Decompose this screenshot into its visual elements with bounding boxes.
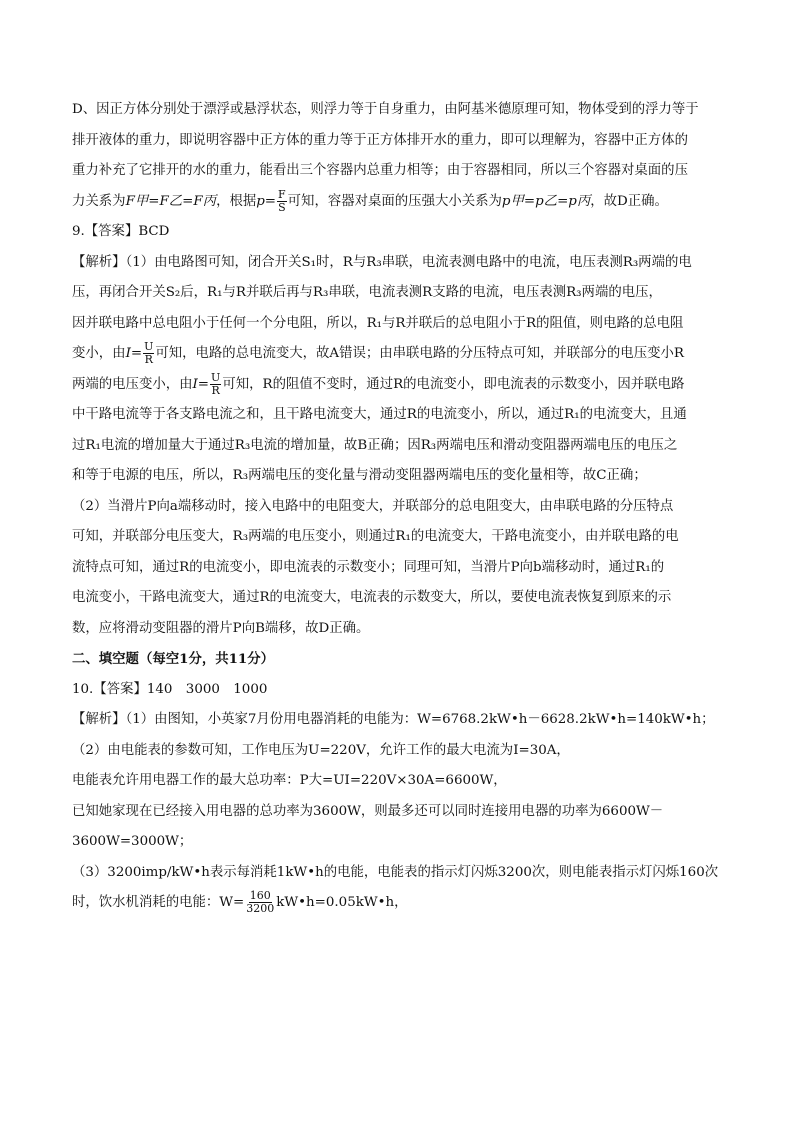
answer-q9: 9.【答案】BCD bbox=[72, 224, 170, 239]
section-heading: 二、填空题（每空1分，共11分） bbox=[72, 651, 275, 667]
text-line: 3600W=3000W； bbox=[72, 834, 193, 849]
text-line-ohm-law: 变小，由I= $\frac{U}{R}$ 可知，电路的总电流变大，故A错误；由串联电路的分压特点可知，并联部分的电压变小R bbox=[72, 340, 684, 366]
text-line-force-relation: 力关系为F甲=F乙=F丙，根据p= $\frac{F}{S}$ 可知，容器对桌面的压强大小关系为p甲=p乙=p丙，故D正确。 bbox=[72, 187, 668, 214]
text-line: 可知，并联部分电压变大，R₃两端的电压变小，则通过R₁的电流变大，干路电流变小，由并联电路的电 bbox=[72, 529, 679, 544]
force-relation: F甲=F乙=F丙 bbox=[125, 193, 217, 209]
text-line-ohm-law: 两端的电压变小，由I= $\frac{U}{R}$ 可知，R的阻值不变时，通过R的电流变小，即电流表的示数变小，因并联电路 bbox=[72, 370, 685, 397]
text-line: 数，应将滑动变阻器的滑片P向B端移，故D正确。 bbox=[72, 620, 370, 636]
pressure-relation: p甲=p乙=p丙 bbox=[501, 193, 591, 209]
text-line: （2）当滑片P向a端移动时，接入电路中的电阻变大，并联部分的总电阻变大，由串联电路的分压特点 bbox=[72, 498, 674, 514]
document-page bbox=[72, 95, 724, 919]
text-line: （3）3200imp/kW•h表示每消耗1kW•h的电能，电能表的指示灯闪烁3200次，则电能表指示灯闪烁160次 bbox=[72, 864, 719, 880]
text-line: 已知她家现在已经接入用电器的总功率为3600W，则最多还可以同时连接用电器的功率为6600W－ bbox=[72, 803, 664, 819]
answer-q10: 10.【答案】140 3000 1000 bbox=[72, 681, 268, 697]
fraction-u-over-r: $\frac{U}{R}$ bbox=[211, 370, 221, 397]
text-line: 【解析】（1）由电路图可知，闭合开关S₁时，R与R₃串联，电流表测电路中的电流，电压表测R₃两端的电 bbox=[72, 254, 692, 270]
fraction-u-over-r: $\frac{U}{R}$ bbox=[144, 340, 154, 366]
text-line: 流特点可知，通过R的电流变小，即电流表的示数变小；同理可知，当滑片P向b端移动时，通过R₁的 bbox=[72, 559, 665, 575]
text-line: 【解析】（1）由图知，小英家7月份用电器消耗的电能为：W=6768.2kW•h－6628.2kW•h=140kW•h； bbox=[72, 712, 715, 727]
text-line-energy: 时，饮水机消耗的电能：W= $\frac{160}{3200}$ kW•h=0.05kW•h， bbox=[72, 889, 408, 915]
text-line: 压，再闭合开关S₂后，R₁与R并联后再与R₃串联，电流表测R支路的电流，电压表测R₃两端的电压， bbox=[72, 285, 662, 300]
text-line: D、因正方体分别处于漂浮或悬浮状态，则浮力等于自身重力，由阿基米德原理可知，物体受到的浮力等于 bbox=[72, 102, 699, 117]
fraction-160-over-3200: $\frac{160}{3200}$ bbox=[246, 889, 275, 915]
text-line: 和等于电源的电压，所以，R₃两端电压的变化量与滑动变阻器两端电压的变化量相等，故C正确； bbox=[72, 468, 647, 483]
text-line: 电流变小，干路电流变大，通过R的电流变大，电流表的示数变大，所以，要使电流表恢复到原来的示 bbox=[72, 590, 672, 605]
text-line: （2）由电能表的参数可知，工作电压为U=220V，允许工作的最大电流为I=30A， bbox=[72, 742, 570, 758]
fraction-f-over-s: $\frac{F}{S}$ bbox=[278, 187, 286, 214]
text-line: 因并联电路中总电阻小于任何一个分电阻，所以，R₁与R并联后的总电阻小于R的阻值，则电路的总电阻 bbox=[72, 315, 684, 331]
text-line: 电能表允许用电器工作的最大总功率：P大=UI=220V×30A=6600W， bbox=[72, 773, 507, 788]
text-line: 排开液体的重力，即说明容器中正方体的重力等于正方体排开水的重力，即可以理解为，容器中正方体的 bbox=[72, 132, 688, 148]
text-line: 中干路电流等于各支路电流之和，且干路电流变大，通过R的电流变小，所以，通过R₁的电流变大，且通 bbox=[72, 407, 687, 422]
text-line: 重力补充了它排开的水的重力，能看出三个容器内总重力相等；由于容器相同，所以三个容器对桌面的压 bbox=[72, 163, 688, 178]
text-line: 过R₁电流的增加量大于通过R₃电流的增加量，故B正确；因R₃两端电压和滑动变阻器两端电压的电压之 bbox=[72, 437, 678, 453]
